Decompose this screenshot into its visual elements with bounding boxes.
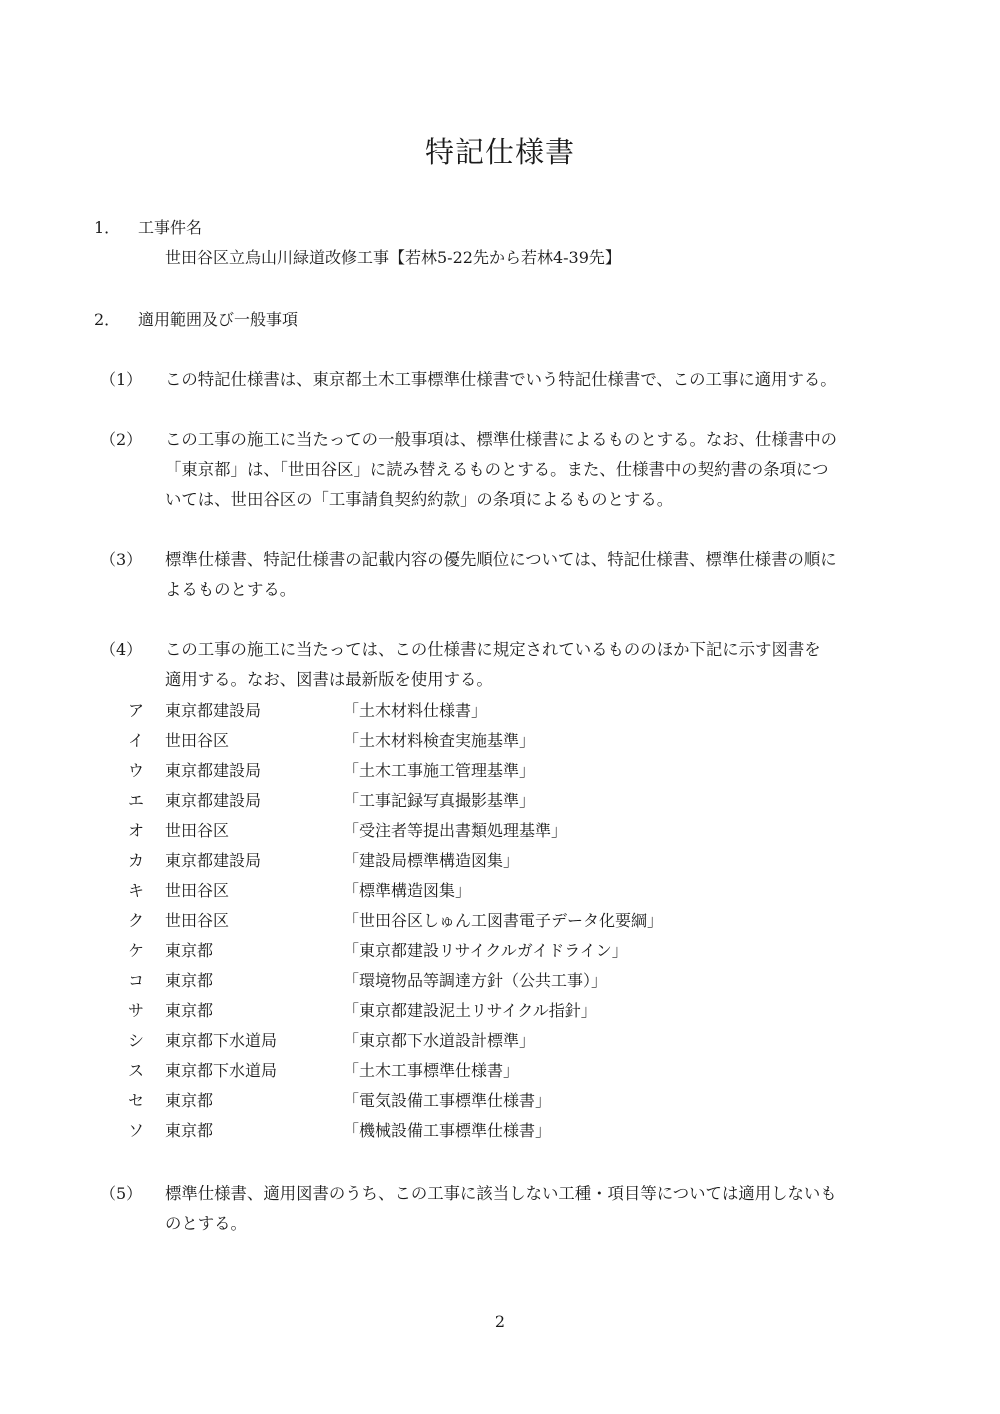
paragraph-2-number: （2） — [100, 430, 143, 449]
paragraph-4-line-1: この工事の施工に当たっては、この仕様書に規定されているもののほか下記に示す図書を — [165, 640, 821, 659]
reference-title: 「土木工事標準仕様書」 — [343, 1061, 520, 1080]
reference-title: 「土木材料仕様書」 — [343, 701, 488, 720]
document-title: 特記仕様書 — [424, 135, 575, 169]
reference-letter: ウ — [128, 761, 145, 780]
reference-org: 東京都 — [165, 941, 214, 960]
reference-letter: コ — [128, 971, 145, 990]
reference-title: 「環境物品等調達方針（公共工事）」 — [343, 971, 608, 990]
paragraph-1-line-1: この特記仕様書は、東京都土木工事標準仕様書でいう特記仕様書で、この工事に適用する。 — [165, 370, 837, 389]
section-2-number: 2． — [94, 310, 121, 329]
reference-title: 「受注者等提出書類処理基準」 — [343, 821, 568, 840]
paragraph-1-number: （1） — [100, 370, 143, 389]
reference-letter: シ — [128, 1031, 145, 1050]
reference-org: 世田谷区 — [165, 911, 230, 930]
page-number: 2 — [494, 1312, 506, 1331]
reference-title: 「世田谷区しゅん工図書電子データ化要綱」 — [343, 911, 664, 930]
paragraph-3-number: （3） — [100, 550, 143, 569]
reference-org: 東京都建設局 — [165, 701, 262, 720]
reference-letter: イ — [128, 731, 145, 750]
reference-letter: カ — [128, 851, 145, 870]
paragraph-5-line-2: のとする。 — [165, 1214, 247, 1233]
reference-letter: エ — [128, 791, 145, 810]
paragraph-5-number: （5） — [100, 1184, 143, 1203]
reference-letter: ス — [128, 1061, 145, 1080]
reference-letter: ク — [128, 911, 145, 930]
reference-letter: オ — [128, 821, 145, 840]
paragraph-2-line-2: 「東京都」は、「世田谷区」に読み替えるものとする。また、仕様書中の契約書の条項につ — [165, 460, 829, 479]
reference-org: 東京都 — [165, 1001, 214, 1020]
project-name: 世田谷区立烏山川緑道改修工事【若林5-22先から若林4-39先】 — [165, 248, 621, 267]
reference-org: 東京都下水道局 — [165, 1031, 278, 1050]
section-2-heading: 適用範囲及び一般事項 — [138, 310, 299, 329]
reference-title: 「東京都下水道設計標準」 — [343, 1031, 536, 1050]
reference-title: 「標準構造図集」 — [343, 881, 472, 900]
reference-title: 「東京都建設泥土リサイクル指針」 — [343, 1001, 597, 1020]
paragraph-5-line-1: 標準仕様書、適用図書のうち、この工事に該当しない工種・項目等については適用しないも — [165, 1184, 837, 1203]
reference-org: 東京都 — [165, 1121, 214, 1140]
reference-letter: サ — [128, 1001, 145, 1020]
reference-letter: セ — [128, 1091, 145, 1110]
reference-org: 世田谷区 — [165, 731, 230, 750]
reference-org: 東京都建設局 — [165, 761, 262, 780]
reference-org: 東京都 — [165, 1091, 214, 1110]
reference-title: 「土木工事施工管理基準」 — [343, 761, 536, 780]
reference-title: 「機械設備工事標準仕様書」 — [343, 1121, 552, 1140]
reference-org: 東京都建設局 — [165, 791, 262, 810]
reference-org: 世田谷区 — [165, 821, 230, 840]
paragraph-4-line-2: 適用する。なお、図書は最新版を使用する。 — [165, 670, 493, 689]
reference-title: 「建設局標準構造図集」 — [343, 851, 520, 870]
reference-org: 東京都建設局 — [165, 851, 262, 870]
reference-title: 「東京都建設リサイクルガイドライン」 — [343, 941, 628, 960]
reference-letter: キ — [128, 881, 145, 900]
section-1-number: 1． — [94, 218, 121, 237]
section-1-heading: 工事件名 — [138, 218, 203, 237]
reference-letter: ア — [128, 701, 145, 720]
reference-org: 世田谷区 — [165, 881, 230, 900]
reference-org: 東京都下水道局 — [165, 1061, 278, 1080]
paragraph-3-line-1: 標準仕様書、特記仕様書の記載内容の優先順位については、特記仕様書、標準仕様書の順に — [165, 550, 837, 569]
paragraph-3-line-2: よるものとする。 — [165, 580, 297, 599]
paragraph-2-line-3: いては、世田谷区の「工事請負契約約款」の条項によるものとする。 — [165, 490, 674, 509]
reference-org: 東京都 — [165, 971, 214, 990]
reference-letter: ソ — [128, 1121, 145, 1140]
reference-title: 「電気設備工事標準仕様書」 — [343, 1091, 552, 1110]
reference-title: 「工事記録写真撮影基準」 — [343, 791, 536, 810]
reference-letter: ケ — [128, 941, 145, 960]
paragraph-4-number: （4） — [100, 640, 143, 659]
reference-title: 「土木材料検査実施基準」 — [343, 731, 536, 750]
paragraph-2-line-1: この工事の施工に当たっての一般事項は、標準仕様書によるものとする。なお、仕様書中の — [165, 430, 838, 449]
